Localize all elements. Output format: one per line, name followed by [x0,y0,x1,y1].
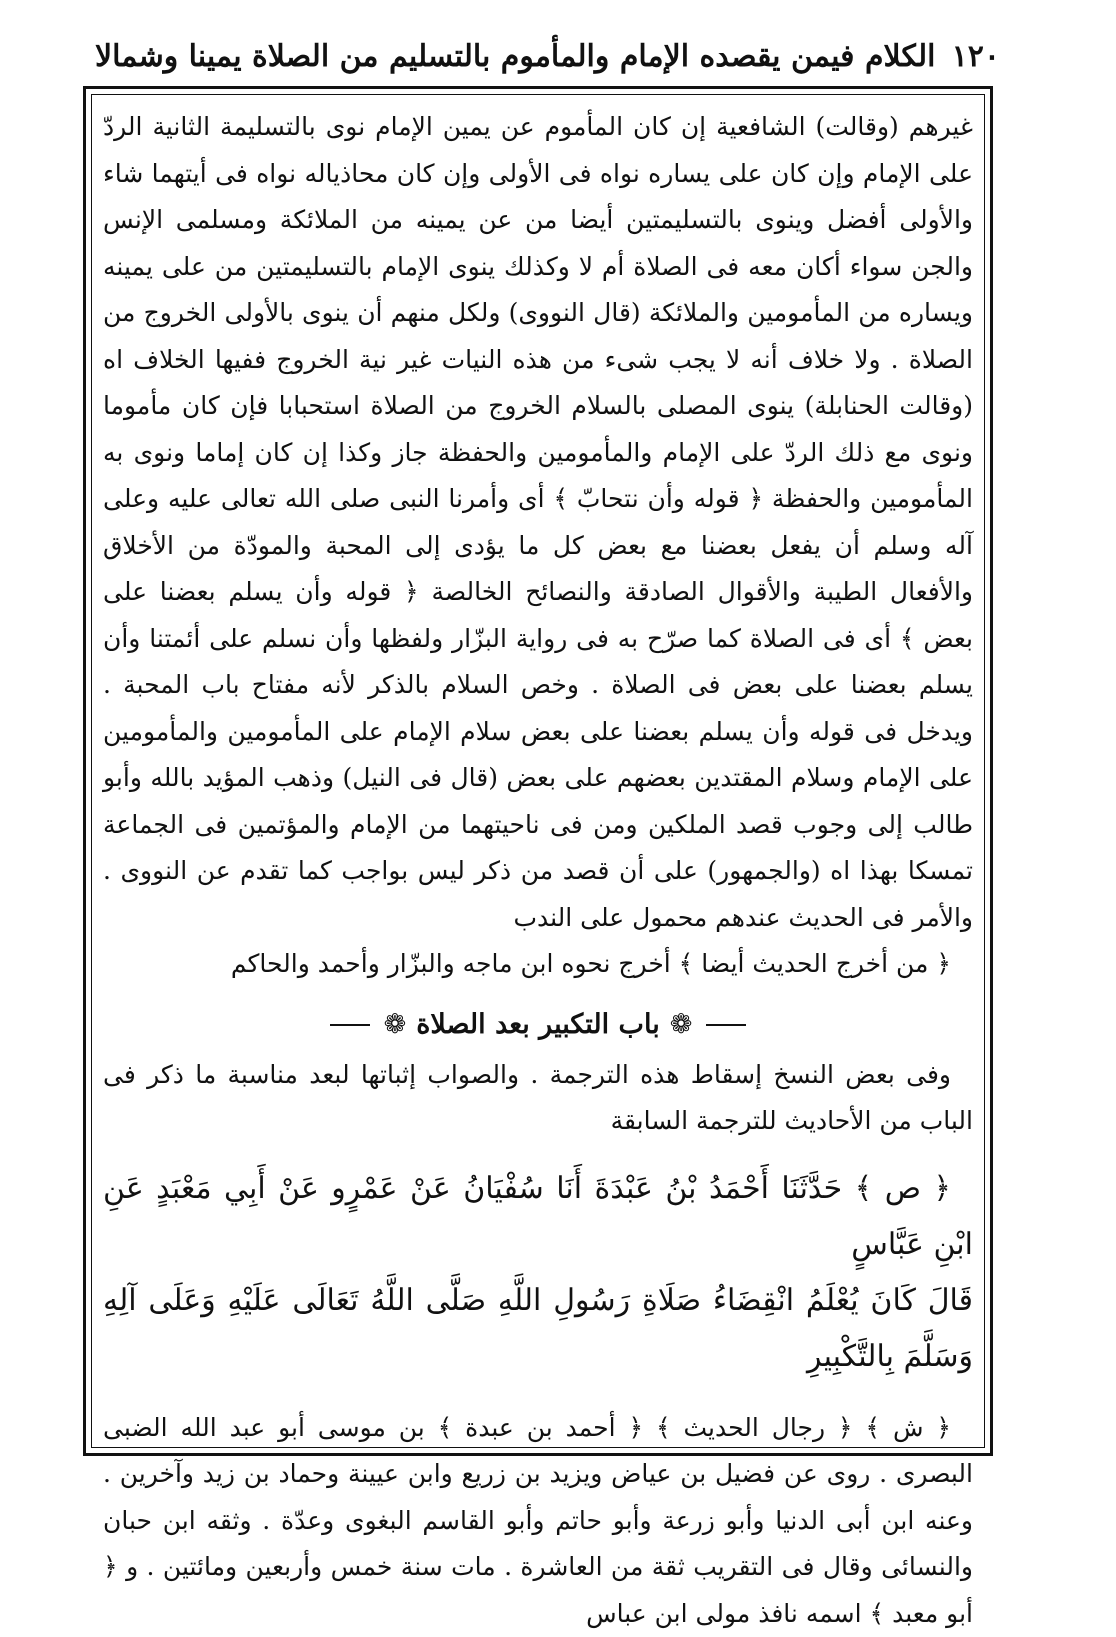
narrators-paragraph: ﴿ ش ﴾ ﴿ رجال الحديث ﴾ ﴿ أحمد بن عبدة ﴾ بن موسى أبو عبد الله الضبى البصرى . روى عن فضيل بن عياض ويزيد بن زريع وابن عيينة وحماد بن زيد وآخرين . وعنه ابن أبى الدنيا وأبو زرعة وأبو حاتم وأبو القاسم البغوى وعدّة . وثقه ابن حبان والنسائى وقال فى التقريب ثقة من العاشرة . مات سنة خمس وأربعين ومائتين . و ﴿ أبو معبد ﴾ اسمه نافذ مولى ابن عباس [103,1405,973,1637]
page-number: ١٢٠ [952,28,1000,86]
commentary-paragraph: غيرهم (وقالت) الشافعية إن كان المأموم عن يمين الإمام نوى بالتسليمة الثانية الردّ على الإمام وإن كان على يساره نواه فى الأولى وإن كان محاذياله نواه فى أيتهما شاء والأولى أفضل وينوى بالتسليمتين أيضا من عن يمينه من الملائكة ومسلمى الإنس والجن سواء أكان معه فى الصلاة أم لا وكذلك ينوى الإمام بالتسليمتين من على يمينه ويساره من المأمومين والملائكة (قال النووى) ولكل منهم أن ينوى بالأولى الخروج من الصلاة . ولا خلاف أنه لا يجب شىء من هذه النيات غير نية الخروج ففيها الخلاف اه (وقالت الحنابلة) ينوى المصلى بالسلام الخروج من الصلاة استحبابا فإن كان مأموما ونوى مع ذلك الردّ على الإمام والمأمومين والحفظة جاز وكذا إن كان إماما ونوى به المأمومين والحفظة ﴿ قوله وأن نتحابّ ﴾ أى وأمرنا النبى صلى الله تعالى عليه وعلى آله وسلم أن يفعل بعضنا مع بعض كل ما يؤدى إلى المحبة والمودّة من الأخلاق والأفعال الطيبة والأقوال الصادقة والنصائح الخالصة ﴿ قوله وأن يسلم بعضنا على بعض ﴾ أى فى الصلاة كما صرّح به فى رواية البزّار ولفظها وأن نسلم على أئمتنا وأن يسلم بعضنا على بعض فى الصلاة . وخص السلام بالذكر لأنه مفتاح باب المحبة . ويدخل فى قوله وأن يسلم بعضنا على بعض سلام الإمام على المأمومين والمأمومين على الإمام وسلام المقتدين بعضهم على بعض (قال فى النيل) وذهب المؤيد بالله وأبو طالب إلى وجوب قصد الملكين ومن فى ناحيتهما من الإمام والمؤتمين فى الجماعة تمسكا بهذا اه (والجمهور) على أن قصد من ذكر ليس بواجب كما تقدم عن النووى . والأمر فى الحديث عندهم محمول على الندب [103,104,973,941]
chapter-heading [103,998,973,1052]
takhrij-paragraph: ﴿ من أخرج الحديث أيضا ﴾ أخرج نحوه ابن ماجه والبزّار وأحمد والحاكم [103,941,973,988]
hadith-line: ﴿ ص ﴾ حَدَّثَنَا أَحْمَدُ بْنُ عَبْدَةَ أَنَا سُفْيَانُ عَنْ عَمْرٍو عَنْ أَبِي مَعْبَدٍ عَنِ ابْنِ عَبَّاسٍ [103,1161,973,1273]
page-header [95,28,1000,86]
ornament-right-icon: ❁ [670,998,693,1052]
hadith-matn [103,1145,973,1405]
heading-note-paragraph: وفى بعض النسخ إسقاط هذه الترجمة . والصواب إثباتها لبعد مناسبة ما ذكر فى الباب من الأحاديث للترجمة السابقة [103,1052,973,1145]
heading-rule-left [330,1024,370,1026]
hadith-line: قَالَ كَانَ يُعْلَمُ انْقِضَاءُ صَلَاةِ رَسُولِ اللَّهِ صَلَّى اللَّهُ تَعَالَى عَلَيْهِ وَعَلَى آلِهِ وَسَلَّمَ بِالتَّكْبِيرِ [103,1273,973,1385]
chapter-heading-text: باب التكبير بعد الصلاة [416,1009,659,1040]
page-content [103,104,973,1637]
heading-rule-right [706,1024,746,1026]
running-title: الكلام فيمن يقصده الإمام والمأموم بالتسليم من الصلاة يمينا وشمالا [95,28,935,86]
ornament-left-icon: ❁ [384,998,407,1052]
